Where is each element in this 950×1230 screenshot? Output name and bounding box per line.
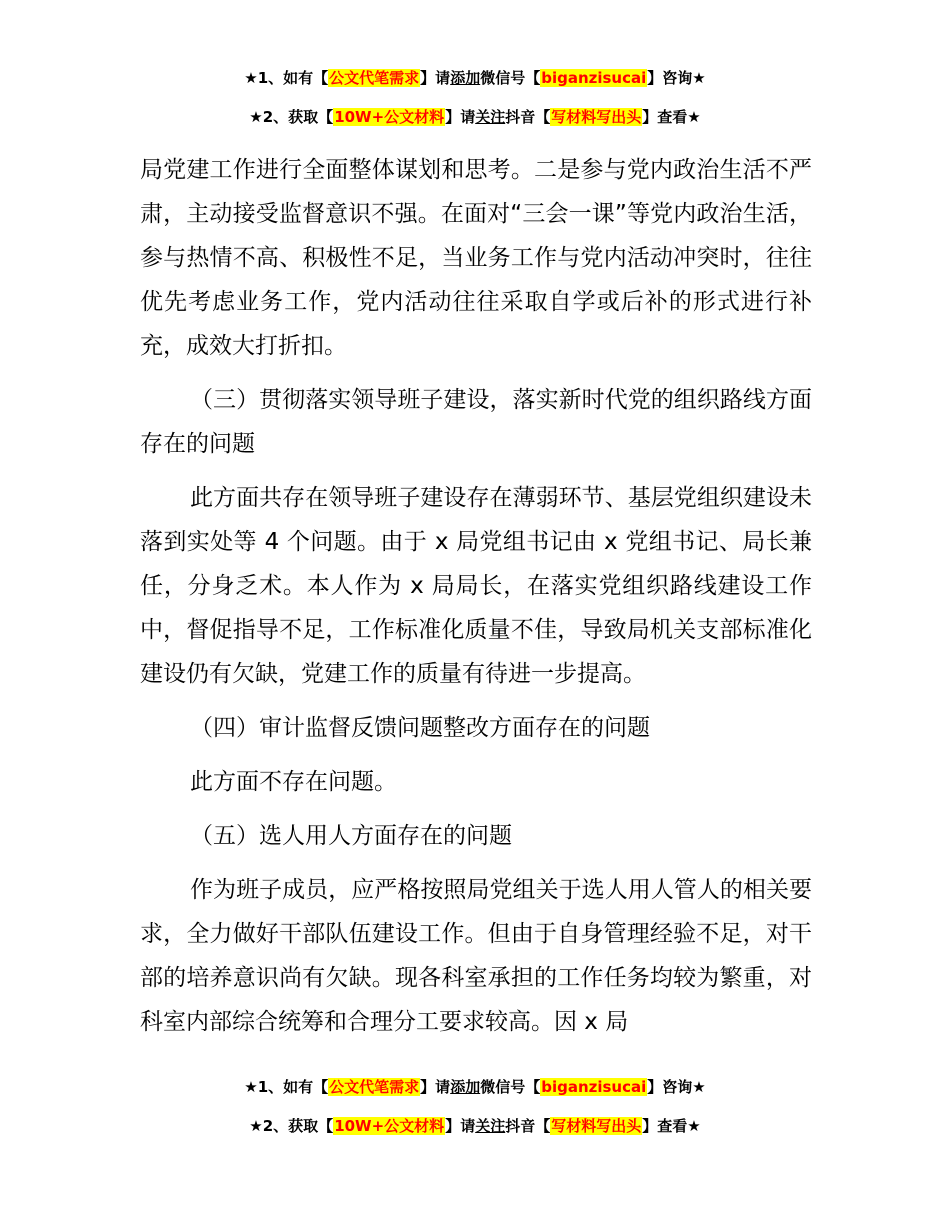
- banner-text: 微信号【: [480, 1078, 541, 1096]
- banner-wechat-id: biganzisucai: [541, 1078, 647, 1096]
- banner-text: ★2、获取【: [249, 1117, 334, 1135]
- header-banner-line-1: [0, 67, 950, 89]
- banner-text: 】请: [445, 108, 476, 126]
- banner-text: 】请: [420, 1078, 451, 1096]
- banner-text: 】咨询★: [647, 1078, 706, 1096]
- banner-text: 】咨询★: [647, 69, 706, 87]
- paragraph-section-4: 此方面不存在问题。: [190, 769, 397, 795]
- paragraph-section-3: 此方面共存在领导班子建设存在薄弱环节、基层党组织建设未落到实处等 4 个问题。由于 x 局党组书记由 x 党组书记、局长兼任，分身乏术。本人作为 x 局局长，在落实党组织路线建设工作中，督促指导不足，工作标准化质量不佳，导致局机关支部标准化建设仍有欠缺，党建工作的质量有待进一步提高。: [140, 485, 812, 687]
- banner-underlined-text: 关注: [475, 108, 506, 126]
- paragraph-continued: 局党建工作进行全面整体谋划和思考。二是参与党内政治生活不严肃，主动接受监督意识不强。在面对“三会一课”等党内政治生活，参与热情不高、积极性不足，当业务工作与党内活动冲突时，往往优先考虑业务工作，党内活动往往采取自学或后补的形式进行补充，成效大打折扣。: [140, 157, 812, 359]
- banner-text: 】请: [420, 69, 451, 87]
- banner-douyin-id: 写材料写出头: [551, 108, 642, 126]
- banner-text: ★1、如有【: [244, 1078, 329, 1096]
- banner-underlined-text: 添加: [450, 1078, 481, 1096]
- banner-highlight: 公文代笔需求: [329, 69, 420, 87]
- footer-banner-line-2: [0, 1115, 950, 1137]
- banner-highlight: 公文代笔需求: [329, 1078, 420, 1096]
- paragraph-section-5: 作为班子成员，应严格按照局党组关于选人用人管人的相关要求，全力做好干部队伍建设工作。但由于自身管理经验不足，对干部的培养意识尚有欠缺。现各科室承担的工作任务均较为繁重，对科室内部综合统筹和合理分工要求较高。因 x 局: [140, 877, 812, 1035]
- banner-underlined-text: 添加: [450, 69, 481, 87]
- banner-highlight: 10W+公文材料: [334, 1117, 445, 1135]
- banner-text: 抖音【: [505, 1117, 551, 1135]
- banner-highlight: 10W+公文材料: [334, 108, 445, 126]
- banner-text: 】请: [445, 1117, 476, 1135]
- header-banner-line-2: [0, 106, 950, 128]
- banner-douyin-id: 写材料写出头: [551, 1117, 642, 1135]
- banner-wechat-id: biganzisucai: [541, 69, 647, 87]
- section-heading-4: （四）审计监督反馈问题整改方面存在的问题: [190, 715, 650, 741]
- banner-text: 】查看★: [642, 108, 701, 126]
- section-heading-3: （三）贯彻落实领导班子建设，落实新时代党的组织路线方面存在的问题: [140, 387, 812, 457]
- banner-text: 微信号【: [480, 69, 541, 87]
- document-body: [140, 148, 812, 1044]
- footer-banner-line-1: [0, 1076, 950, 1098]
- banner-text: ★2、获取【: [249, 108, 334, 126]
- banner-text: 抖音【: [505, 108, 551, 126]
- section-heading-5: （五）选人用人方面存在的问题: [190, 823, 512, 849]
- banner-underlined-text: 关注: [475, 1117, 506, 1135]
- banner-text: ★1、如有【: [244, 69, 329, 87]
- banner-text: 】查看★: [642, 1117, 701, 1135]
